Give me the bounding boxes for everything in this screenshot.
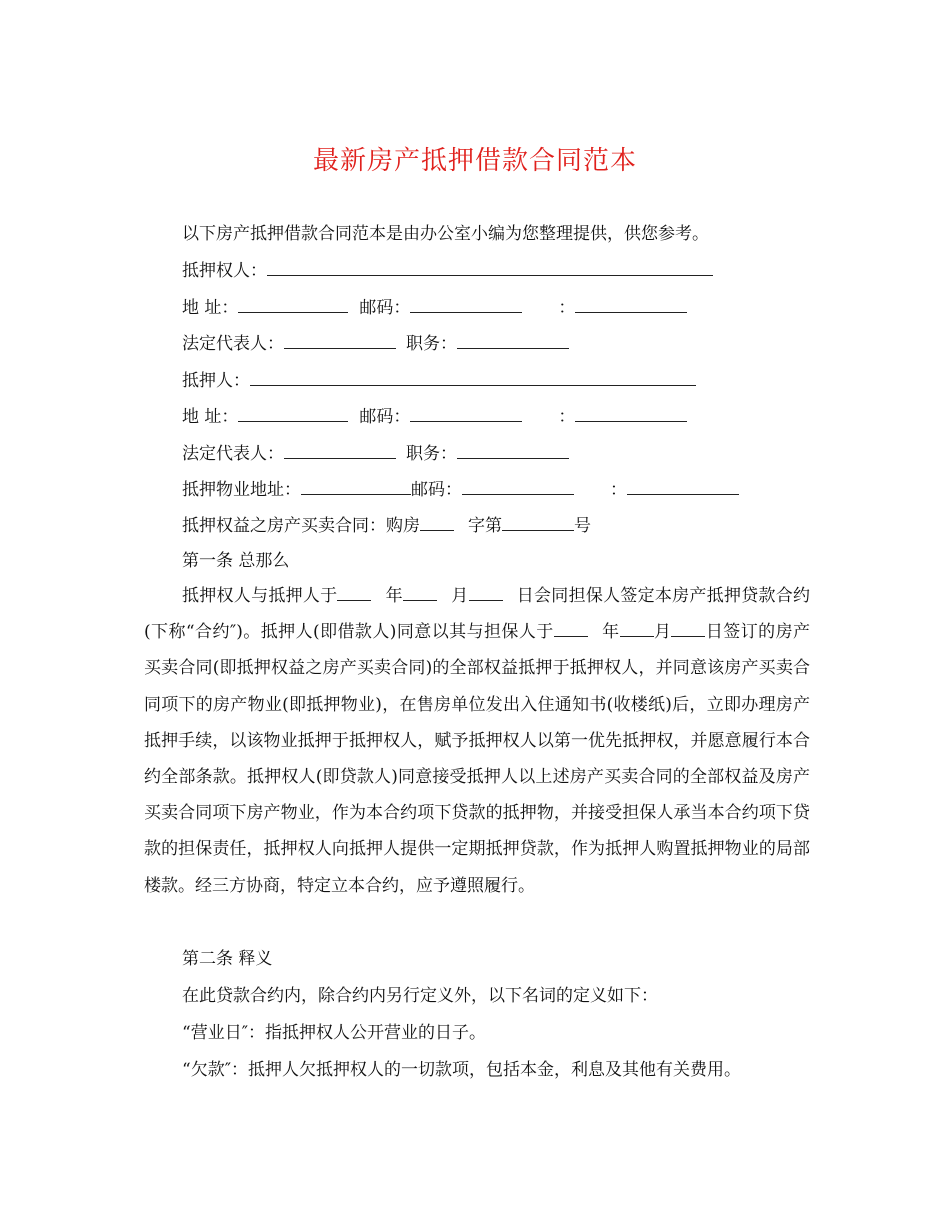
property-postcode-label: 邮码： xyxy=(411,480,462,500)
mortgagor-job-label: 职务： xyxy=(406,444,457,464)
document-title: 最新房产抵押借款合同范本 xyxy=(312,146,637,176)
article1-year-label: 年 xyxy=(385,586,403,606)
article1-text-b: 日会同担保人签定本房产抵押贷款合约(下称“合约″)。抵押人(即借款人)同意以其与担保人于 xyxy=(144,586,811,643)
definition-business-day: “营业日″：指抵押权人公开营业的日子。 xyxy=(182,1023,487,1043)
article1-month-label: 月 xyxy=(450,586,469,606)
property-contract-row xyxy=(182,514,591,538)
mortgagee-row xyxy=(182,259,713,283)
property-phone-label: ： xyxy=(610,480,627,500)
mortgagor-blank[interactable] xyxy=(250,371,696,386)
article1-year2-label: 年 xyxy=(601,622,620,643)
property-contract-label: 抵押权益之房产买卖合同：购房 xyxy=(182,516,420,536)
property-contract-blank-2[interactable] xyxy=(502,516,574,531)
mortgagor-rep-label: 法定代表人： xyxy=(182,444,284,464)
article1-text-c: 日签订的房产买卖合同(即抵押权益之房产买卖合同)的全部权益抵押于抵押权人，并同意该房产买卖合同项下的房产物业(即抵押物业)，在售房单位发出入住通知书(收楼纸)后，立即办理房产抵押手续，以该物业抵押于抵押权人，赋予抵押权人以第一优先抵押权，并愿意履行本合约全部条款。抵押权人(即贷款人)同意接受抵押人以上述房产买卖合同的全部权益及房产买卖合同项下房产物业，作为本合约项下贷款的抵押物，并接受担保人承当本合约项下贷款的担保责任，抵押权人向抵押人提供一定期抵押贷款，作为抵押人购置抵押物业的局部楼款。经三方协商，特定立本合约，应予遵照履行。 xyxy=(144,622,811,896)
mortgagee-phone-label: ： xyxy=(558,298,576,318)
article1-heading: 第一条 总那么 xyxy=(182,551,290,571)
property-zi-label: 字第 xyxy=(468,516,502,536)
article1-month-blank[interactable] xyxy=(403,586,437,601)
mortgagee-address-blank[interactable] xyxy=(238,298,348,313)
mortgagor-job-blank[interactable] xyxy=(457,444,569,459)
property-postcode-blank[interactable] xyxy=(462,480,574,495)
mortgagor-rep-blank[interactable] xyxy=(284,444,396,459)
article1-body xyxy=(144,578,810,904)
mortgagee-postcode-blank[interactable] xyxy=(410,298,522,313)
mortgagor-postcode-label: 邮码： xyxy=(359,407,411,427)
article1-day-blank[interactable] xyxy=(469,586,503,601)
mortgagor-postcode-blank[interactable] xyxy=(410,407,522,422)
mortgagor-rep-row xyxy=(182,442,569,466)
article1-day2-blank[interactable] xyxy=(671,622,705,637)
property-address-row xyxy=(182,478,739,502)
mortgagee-rep-label: 法定代表人： xyxy=(182,334,284,354)
mortgagee-job-label: 职务： xyxy=(406,334,457,354)
intro-line: 以下房产抵押借款合同范本是由办公室小编为您整理提供，供您参考。 xyxy=(182,224,709,244)
mortgagor-phone-label: ： xyxy=(558,407,576,427)
property-phone-blank[interactable] xyxy=(627,480,739,495)
article2-intro: 在此贷款合约内，除合约内另行定义外，以下名词的定义如下： xyxy=(182,986,658,1006)
mortgagor-address-label: 地 址： xyxy=(182,407,239,427)
mortgagee-blank[interactable] xyxy=(267,261,713,276)
definition-debt: “欠款″：抵押人欠抵押权人的一切款项，包括本金，利息及其他有关费用。 xyxy=(182,1060,742,1080)
article1-year-blank[interactable] xyxy=(337,586,371,601)
mortgagee-postcode-label: 邮码： xyxy=(359,298,411,318)
mortgagee-label: 抵押权人： xyxy=(182,261,267,281)
mortgagee-phone-blank[interactable] xyxy=(575,298,687,313)
property-address-label: 抵押物业地址： xyxy=(182,480,301,500)
property-contract-blank-1[interactable] xyxy=(420,516,454,531)
article1-month2-label: 月 xyxy=(653,622,672,643)
article2-heading: 第二条 释义 xyxy=(182,949,273,969)
article1-text-a: 抵押权人与抵押人于 xyxy=(182,586,338,606)
mortgagee-address-row xyxy=(182,296,687,320)
article1-year2-blank[interactable] xyxy=(554,622,588,637)
mortgagor-address-blank[interactable] xyxy=(238,407,348,422)
property-hao-label: 号 xyxy=(574,516,591,536)
mortgagor-address-row xyxy=(182,405,687,429)
mortgagee-rep-row xyxy=(182,332,569,356)
mortgagee-job-blank[interactable] xyxy=(457,334,569,349)
property-address-blank[interactable] xyxy=(301,480,411,495)
mortgagor-phone-blank[interactable] xyxy=(575,407,687,422)
mortgagor-label: 抵押人： xyxy=(182,371,250,391)
mortgagee-address-label: 地 址： xyxy=(182,298,239,318)
article1-month2-blank[interactable] xyxy=(620,622,654,637)
mortgagee-rep-blank[interactable] xyxy=(284,334,396,349)
mortgagor-row xyxy=(182,369,696,393)
